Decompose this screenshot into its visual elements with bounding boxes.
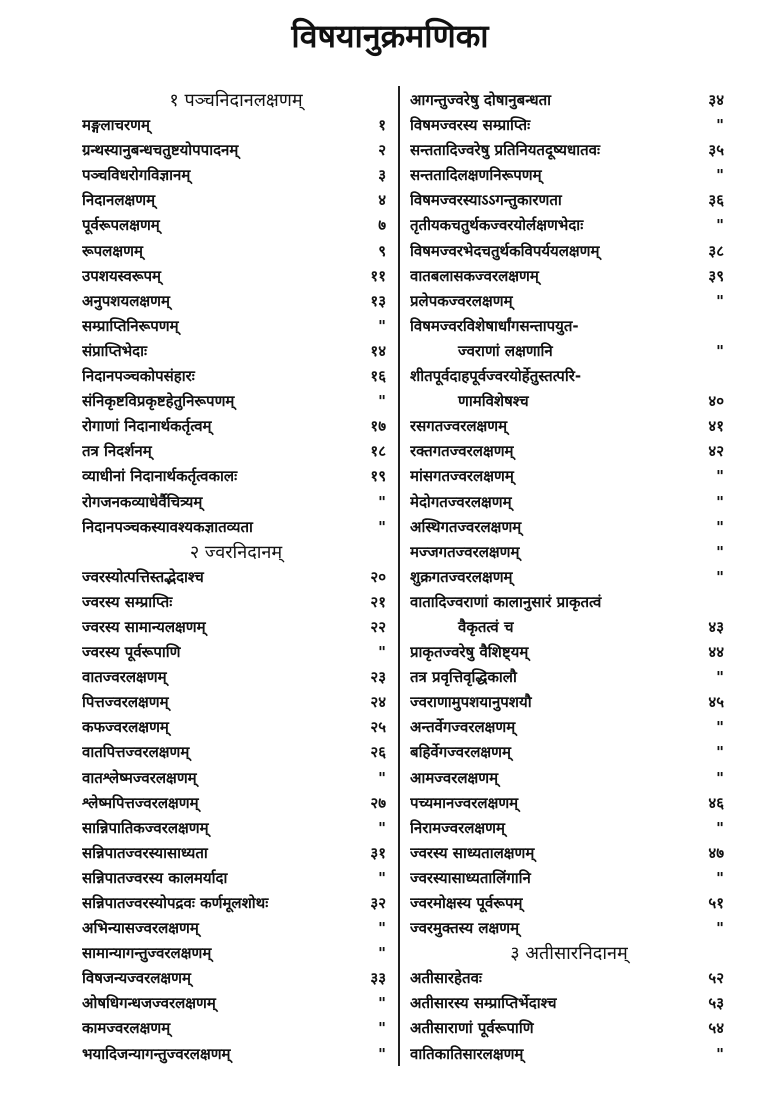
- entry-title: शुक्रगतज्वरलक्षणम्: [410, 567, 513, 586]
- toc-entry[interactable]: [82, 163, 390, 188]
- entry-title: श्लेष्मपित्तज्वरलक्षणम्: [82, 793, 199, 812]
- entry-title: निदानलक्षणम्: [82, 191, 156, 210]
- entry-title: व्याधीनां निदानार्थकर्तृत्वकालः: [82, 467, 238, 486]
- page-number: ": [716, 166, 724, 185]
- page-number: ": [716, 492, 724, 511]
- page-number: ": [378, 994, 386, 1013]
- contents-right-column: [410, 88, 728, 1067]
- entry-title: अस्थिगतज्वरलक्षणम्: [410, 517, 522, 536]
- page-number: ": [716, 291, 724, 310]
- toc-entry[interactable]: [410, 314, 728, 364]
- entry-title: संनिकृष्टविप्रकृष्टहेतुनिरूपणम्: [82, 392, 235, 411]
- toc-entry[interactable]: [82, 213, 390, 238]
- contents-left-column: [82, 88, 390, 1067]
- toc-entry[interactable]: [410, 991, 728, 1016]
- page-number: ": [716, 818, 724, 837]
- entry-title: वातबलासकज्वरलक्षणम्: [410, 266, 539, 285]
- toc-entry[interactable]: [82, 515, 390, 540]
- entry-title: सान्निपातिकज्वरलक्षणम्: [82, 818, 209, 837]
- page-number: ": [716, 743, 724, 762]
- page-number: ५३: [708, 994, 724, 1013]
- page-number: ४२: [708, 442, 724, 461]
- entry-title: सन्निपातज्वरस्योपद्रवः कर्णमूलशोथः: [82, 894, 269, 912]
- entry-title: वातज्वरलक्षणम्: [82, 668, 167, 687]
- toc-entry[interactable]: [410, 590, 728, 640]
- toc-entry[interactable]: [82, 841, 390, 866]
- page-number: ४३: [708, 617, 724, 636]
- toc-entry[interactable]: [410, 1042, 728, 1067]
- entry-title: भयादिजन्यागन्तुज्वरलक्षणम्: [82, 1044, 231, 1063]
- entry-title-continued: णामविशेषश्च: [458, 392, 529, 411]
- toc-entry[interactable]: [82, 640, 390, 665]
- toc-entry[interactable]: [82, 966, 390, 991]
- toc-entry[interactable]: [82, 188, 390, 213]
- entry-title: वातादिज्वराणां कालानुसारं प्राकृतत्वं: [410, 592, 602, 611]
- page-number: ": [716, 542, 724, 561]
- toc-entry[interactable]: [82, 891, 390, 916]
- entry-title: सन्ततादिज्वरेषु प्रतिनियतदूष्यधातवः: [410, 141, 600, 160]
- entry-title: विषमज्वरस्य सम्प्राप्तिः: [410, 116, 531, 135]
- entry-title: ज्वरस्य सामान्यलक्षणम्: [82, 617, 206, 636]
- page-number: ": [716, 567, 724, 586]
- entry-title: कामज्वरलक्षणम्: [82, 1019, 171, 1038]
- entry-title: मङ्गलाचरणम्: [82, 116, 150, 135]
- toc-entry[interactable]: [410, 665, 728, 690]
- entry-title: उपशयस्वरूपम्: [82, 266, 161, 285]
- toc-entry[interactable]: [410, 640, 728, 665]
- entry-title: विषमज्वरभेदचतुर्थकविपर्ययलक्षणम्: [410, 241, 600, 260]
- page-number: ३५: [708, 141, 724, 160]
- entry-title: अभिन्यासज्वरलक्षणम्: [82, 919, 199, 938]
- toc-entry[interactable]: [82, 389, 390, 414]
- entry-title: वातश्लेष्मज्वरलक्षणम्: [82, 768, 197, 787]
- toc-entry[interactable]: [82, 565, 390, 590]
- toc-entry[interactable]: [410, 113, 728, 138]
- entry-title: विषमज्वरविशेषार्धांगसन्तापयुत-: [410, 316, 579, 335]
- page-number: ४: [378, 191, 386, 210]
- toc-entry[interactable]: [82, 816, 390, 841]
- toc-entry[interactable]: [410, 540, 728, 565]
- page-number: ": [716, 467, 724, 486]
- entry-title: रोगाणां निदानार्थकर्तृत्वम्: [82, 417, 212, 436]
- toc-entry[interactable]: [410, 690, 728, 715]
- page-number: ४६: [708, 793, 724, 812]
- page-number: ": [716, 718, 724, 737]
- page-number: १९: [370, 467, 386, 486]
- entry-title: अन्तर्वेगज्वरलक्षणम्: [410, 718, 516, 737]
- page-number: ४५: [708, 693, 724, 712]
- toc-entry[interactable]: [82, 740, 390, 765]
- page-number: ": [716, 868, 724, 887]
- page-number: ": [378, 492, 386, 511]
- entry-title: सन्निपातज्वरस्य कालमर्यादा: [82, 868, 228, 887]
- toc-entry[interactable]: [410, 715, 728, 740]
- toc-entry[interactable]: [82, 339, 390, 364]
- page-number: ३: [378, 166, 386, 185]
- toc-entry[interactable]: [82, 239, 390, 264]
- toc-entry[interactable]: [410, 565, 728, 590]
- page-number: ": [378, 643, 386, 662]
- toc-entry[interactable]: [410, 163, 728, 188]
- entry-title: निरामज्वरलक्षणम्: [410, 818, 505, 837]
- toc-entry[interactable]: [410, 88, 728, 113]
- toc-entry[interactable]: [82, 665, 390, 690]
- entry-title: प्रलेपकज्वरलक्षणम्: [410, 291, 513, 310]
- entry-title: निदानपञ्चकस्यावश्यकज्ञातव्यता: [82, 517, 253, 536]
- entry-title: सामान्यागन्तुज्वरलक्षणम्: [82, 944, 212, 963]
- page-number: ": [378, 944, 386, 963]
- entry-title: विषमज्वरस्याऽऽगन्तुकारणता: [410, 191, 562, 210]
- page-number: १६: [370, 367, 386, 386]
- toc-entry[interactable]: [410, 841, 728, 866]
- entry-title: आगन्तुज्वरेषु दोषानुबन्धता: [410, 91, 552, 109]
- toc-entry[interactable]: [82, 791, 390, 816]
- toc-entry[interactable]: [82, 991, 390, 1016]
- entry-title: सन्निपातज्वरस्यासाध्यता: [82, 843, 208, 862]
- toc-entry[interactable]: [82, 916, 390, 941]
- toc-entry[interactable]: [82, 490, 390, 515]
- entry-title: वातिकातिसारलक्षणम्: [410, 1044, 524, 1063]
- page-number: ": [716, 216, 724, 235]
- column-divider: [398, 86, 400, 1066]
- page-number: २७: [370, 793, 386, 812]
- entry-title: मज्जगतज्वरलक्षणम्: [410, 542, 520, 561]
- entry-title: ग्रन्थस्यानुबन्धचतुष्टयोपपादनम्: [82, 141, 239, 160]
- toc-entry[interactable]: [410, 490, 728, 515]
- toc-entry[interactable]: [82, 439, 390, 464]
- toc-entry[interactable]: [410, 213, 728, 238]
- toc-entry[interactable]: [410, 439, 728, 464]
- entry-title: रसगतज्वरलक्षणम्: [410, 417, 508, 436]
- page-number: ": [378, 392, 386, 411]
- page-number: ५२: [708, 969, 724, 988]
- page-number: ३९: [708, 266, 724, 285]
- entry-title: पञ्चविधरोगविज्ञानम्: [82, 166, 191, 185]
- page-number: ३४: [708, 91, 724, 109]
- toc-entry[interactable]: [410, 414, 728, 439]
- toc-entry[interactable]: [410, 1016, 728, 1041]
- page-number: ": [378, 818, 386, 837]
- entry-title: रोगजनकव्याधेर्वैचित्र्यम्: [82, 492, 203, 511]
- entry-title: विषजन्यज्वरलक्षणम्: [82, 969, 191, 988]
- page-number: २: [378, 141, 386, 160]
- page-number: २२: [370, 617, 386, 636]
- entry-title: अतीसारहेतवः: [410, 969, 482, 988]
- entry-title: तत्र निदर्शनम्: [82, 442, 152, 461]
- section-heading: १ पञ्चनिदानलक्षणम्: [169, 90, 303, 111]
- page-number: ": [716, 1044, 724, 1063]
- toc-entry[interactable]: [82, 414, 390, 439]
- entry-title: बहिर्वेगज्वरलक्षणम्: [410, 743, 511, 762]
- entry-title: निदानपञ्चकोपसंहारः: [82, 367, 195, 386]
- entry-title: ज्वरस्य साध्यतालक्षणम्: [410, 843, 535, 862]
- page-number: ": [716, 919, 724, 938]
- toc-entry[interactable]: [410, 791, 728, 816]
- page-number: ३३: [370, 969, 386, 988]
- entry-title: पच्यमानज्वरलक्षणम्: [410, 793, 519, 812]
- toc-entry[interactable]: [82, 766, 390, 791]
- page-number: ": [378, 1044, 386, 1063]
- entry-title: पूर्वरूपलक्षणम्: [82, 216, 160, 235]
- entry-title-continued: वैकृतत्वं च: [458, 617, 514, 636]
- toc-entry[interactable]: [82, 289, 390, 314]
- entry-title: आमज्वरलक्षणम्: [410, 768, 499, 787]
- entry-title: संप्राप्तिभेदाः: [82, 341, 148, 360]
- entry-title: वातपित्तज्वरलक्षणम्: [82, 743, 190, 762]
- page-number: ३२: [370, 894, 386, 912]
- entry-title: प्राकृतज्वरेषु वैशिष्ट्यम्: [410, 643, 529, 662]
- toc-entry[interactable]: [410, 464, 728, 489]
- toc-entry[interactable]: [82, 113, 390, 138]
- page-number: ५१: [708, 894, 724, 912]
- toc-entry[interactable]: [410, 891, 728, 916]
- entry-title: मेदोगतज्वरलक्षणम्: [410, 492, 512, 511]
- page-number: १८: [370, 442, 386, 461]
- toc-entry[interactable]: [82, 715, 390, 740]
- toc-entry[interactable]: [410, 289, 728, 314]
- toc-entry[interactable]: [82, 590, 390, 615]
- page-number: ": [716, 768, 724, 787]
- entry-title-continued: ज्वराणां लक्षणानि: [458, 341, 553, 360]
- entry-title: सम्प्राप्तिनिरूपणम्: [82, 316, 179, 335]
- toc-entry[interactable]: [410, 138, 728, 163]
- toc-entry[interactable]: [410, 766, 728, 791]
- toc-entry[interactable]: [82, 615, 390, 640]
- page-number: ": [716, 517, 724, 536]
- toc-entry[interactable]: [410, 239, 728, 264]
- page-number: ३१: [370, 843, 386, 862]
- entry-title: तत्र प्रवृत्तिवृद्धिकालौ: [410, 668, 517, 687]
- entry-title: ज्वरस्योत्पत्तिस्तद्भेदाश्च: [82, 567, 204, 586]
- entry-title: ज्वरस्य सम्प्राप्तिः: [82, 592, 173, 611]
- toc-entry[interactable]: [410, 364, 728, 414]
- toc-entry[interactable]: [410, 966, 728, 991]
- entry-title: ओषधिगन्धजज्वरलक्षणम्: [82, 994, 216, 1013]
- entry-title: कफज्वरलक्षणम्: [82, 718, 169, 737]
- toc-entry[interactable]: [410, 866, 728, 891]
- page-number: २०: [370, 567, 386, 586]
- page-number: ४०: [708, 392, 724, 411]
- page-number: ": [378, 919, 386, 938]
- entry-title: ज्वरमोक्षस्य पूर्वरूपम्: [410, 894, 523, 912]
- entry-title: ज्वरस्यासाध्यतालिंगानि: [410, 868, 531, 887]
- page-number: ": [716, 341, 724, 360]
- entry-title: रक्तगतज्वरलक्षणम्: [410, 442, 514, 461]
- toc-entry[interactable]: [410, 816, 728, 841]
- toc-entry[interactable]: [82, 866, 390, 891]
- page-number: ५४: [708, 1019, 724, 1038]
- page-number: ": [378, 316, 386, 335]
- page-number: ३८: [708, 241, 724, 260]
- toc-entry[interactable]: [82, 941, 390, 966]
- page-number: ४४: [708, 643, 724, 662]
- entry-title: ज्वराणामुपशयानुपशयौ: [410, 693, 532, 712]
- toc-entry[interactable]: [82, 690, 390, 715]
- toc-entry[interactable]: [82, 314, 390, 339]
- entry-title: सन्ततादिलक्षणनिरूपणम्: [410, 166, 542, 185]
- toc-entry[interactable]: [82, 1042, 390, 1067]
- page-number: २१: [370, 592, 386, 611]
- page-number: २३: [370, 668, 386, 687]
- entry-title: पित्तज्वरलक्षणम्: [82, 693, 169, 712]
- toc-entry[interactable]: [82, 264, 390, 289]
- toc-entry[interactable]: [82, 364, 390, 389]
- page-number: १: [378, 116, 386, 135]
- entry-title: ज्वरस्य पूर्वरूपाणि: [82, 643, 181, 662]
- toc-entry[interactable]: [410, 740, 728, 765]
- entry-title: शीतपूर्वदाहपूर्वज्वरयोर्हेतुस्तत्परि-: [410, 367, 582, 386]
- page-title: विषयानुक्रमणिका: [291, 17, 489, 55]
- entry-title: मांसगतज्वरलक्षणम्: [410, 467, 514, 486]
- page-number: १३: [370, 291, 386, 310]
- page-number: ४७: [708, 843, 724, 862]
- page-number: २४: [370, 693, 386, 712]
- entry-title: रूपलक्षणम्: [82, 241, 143, 260]
- toc-entry[interactable]: [82, 1016, 390, 1041]
- page-number: ७: [378, 216, 386, 235]
- page-number: १४: [370, 341, 386, 360]
- page-number: १७: [370, 417, 386, 436]
- page-number: ११: [370, 266, 386, 285]
- entry-title: अतीसारस्य सम्प्राप्तिर्भेदाश्च: [410, 994, 557, 1013]
- page-number: ४१: [708, 417, 724, 436]
- entry-title: तृतीयकचतुर्थकज्वरयोर्लक्षणभेदाः: [410, 216, 584, 235]
- toc-entry[interactable]: [410, 515, 728, 540]
- page-number: ": [716, 116, 724, 135]
- page-number: ": [716, 668, 724, 687]
- toc-entry[interactable]: [82, 138, 390, 163]
- page-number: २५: [370, 718, 386, 737]
- page-number: ९: [378, 241, 386, 260]
- page-number: ३६: [708, 191, 724, 210]
- entry-title: अनुपशयलक्षणम्: [82, 291, 170, 310]
- page-number: ": [378, 1019, 386, 1038]
- page-number: ": [378, 868, 386, 887]
- toc-entry[interactable]: [410, 188, 728, 213]
- toc-entry[interactable]: [410, 264, 728, 289]
- page-number: ": [378, 768, 386, 787]
- entry-title: ज्वरमुक्तस्य लक्षणम्: [410, 919, 520, 938]
- page-number: २६: [370, 743, 386, 762]
- page-number: ": [378, 517, 386, 536]
- section-heading: ३ अतीसारनिदानम्: [510, 943, 628, 965]
- toc-entry[interactable]: [82, 464, 390, 489]
- section-heading: २ ज्वरनिदानम्: [189, 541, 283, 563]
- entry-title: अतीसाराणां पूर्वरूपाणि: [410, 1019, 534, 1038]
- toc-entry[interactable]: [410, 916, 728, 941]
